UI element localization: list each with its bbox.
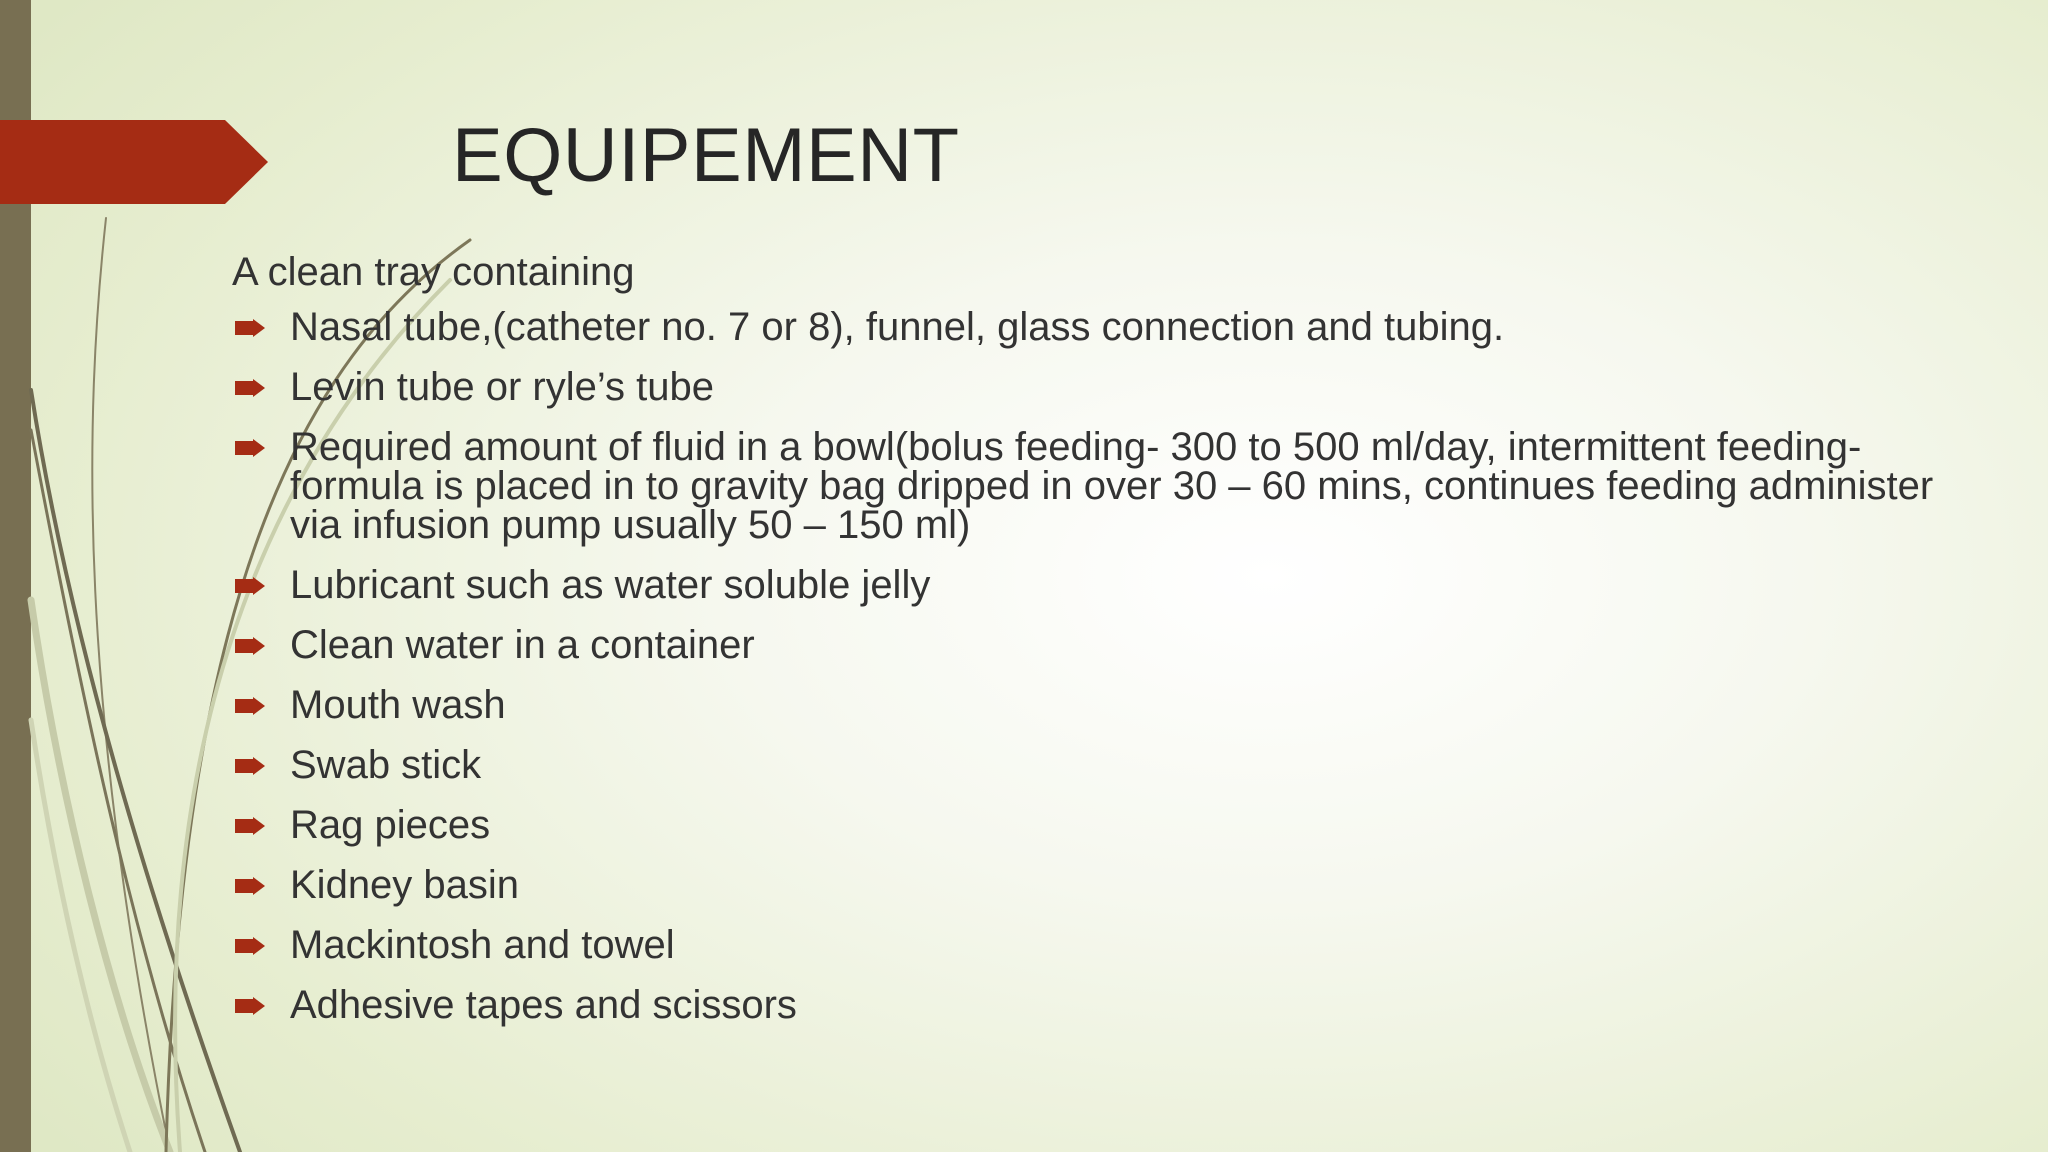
list-item-text: Mouth wash [290, 683, 506, 727]
list-item-text: Nasal tube,(catheter no. 7 or 8), funnel, glass connection and tubing. [290, 305, 1505, 349]
list-item [232, 365, 1992, 409]
arrow-bullet-icon [235, 877, 265, 895]
arrow-bullet-icon [235, 697, 265, 715]
list-item [232, 305, 1992, 349]
intro-text: A clean tray containing [232, 250, 635, 294]
equipment-list [232, 305, 1992, 1046]
list-item-text: Adhesive tapes and scissors [290, 983, 797, 1027]
list-item-text: Mackintosh and towel [290, 923, 675, 967]
list-item [232, 623, 1992, 667]
list-item [232, 863, 1992, 907]
slide-title: EQUIPEMENT [452, 113, 960, 198]
arrow-bullet-icon [235, 319, 265, 337]
arrow-bullet-icon [235, 937, 265, 955]
list-item [232, 683, 1992, 727]
arrow-bullet-icon [235, 577, 265, 595]
arrow-bullet-icon [235, 757, 265, 775]
list-item [232, 803, 1992, 847]
list-item-text: Rag pieces [290, 803, 491, 847]
list-item [232, 923, 1992, 967]
list-item-text: Lubricant such as water soluble jelly [290, 563, 931, 607]
list-item-text: Levin tube or ryle’s tube [290, 365, 714, 409]
list-item [232, 563, 1992, 607]
list-item [232, 743, 1992, 787]
arrow-bullet-icon [235, 439, 265, 457]
arrow-bullet-icon [235, 997, 265, 1015]
list-item-text: Required amount of fluid in a bowl(bolus feeding- 300 to 500 ml/day, intermittent feeding- formula is placed in to gravity bag dripped in over 30 – 60 mins, continues feeding administer via infusion pump usually 50 – 150 ml) [290, 425, 1934, 547]
list-item [232, 425, 1992, 547]
list-item-text: Kidney basin [290, 863, 520, 907]
arrow-bullet-icon [235, 817, 265, 835]
list-item [232, 983, 1992, 1027]
arrow-banner-icon [0, 120, 268, 204]
arrow-bullet-icon [235, 379, 265, 397]
arrow-bullet-icon [235, 637, 265, 655]
list-item-text: Clean water in a container [290, 623, 755, 667]
list-item-text: Swab stick [290, 743, 482, 787]
